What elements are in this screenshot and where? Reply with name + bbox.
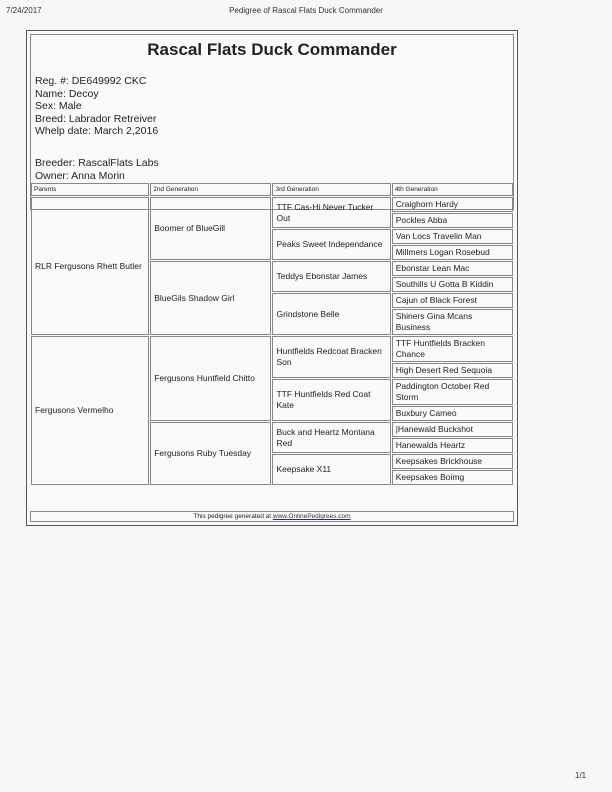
parent-sire: RLR Fergusons Rhett Butler (31, 197, 149, 335)
gen4-ancestor: Southills U Gotta B Kiddin (392, 277, 513, 292)
print-header-title: Pedigree of Rascal Flats Duck Commander (229, 6, 383, 15)
pedigree-document (26, 30, 518, 526)
gen3-ancestor: Peaks Sweet Independance (272, 229, 390, 260)
pedigree-table (30, 182, 514, 486)
gen4-ancestor: Keepsakes Boimg (392, 470, 513, 485)
page-number: 1/1 (575, 771, 587, 780)
breeder: Breeder: RascalFlats Labs (35, 157, 159, 169)
gen4-ancestor: Cajun of Black Forest (392, 293, 513, 308)
gen3-ancestor: Buck and Heartz Montana Red (272, 422, 390, 453)
table-row (31, 336, 513, 362)
header-4th-generation: 4th Generation (392, 183, 513, 196)
dog-sex: Sex: Male (35, 100, 82, 112)
gen4-ancestor: Shiners Gina Mcans Business (392, 309, 513, 335)
gen3-ancestor: TTF Cas-Hi Never Tucker Out (272, 197, 390, 228)
gen4-ancestor: Paddington October Red Storm (392, 379, 513, 405)
gen4-ancestor: High Desert Red Sequoia (392, 363, 513, 378)
gen4-ancestor: Buxbury Cameo (392, 406, 513, 421)
parent-dam: Fergusons Vermelho (31, 336, 149, 485)
header-parents: Parents (31, 183, 149, 196)
gen3-ancestor: Grindstone Belle (272, 293, 390, 335)
whelp-date: Whelp date: March 2,2016 (35, 125, 159, 137)
gen2-ancestor: Fergusons Ruby Tuesday (150, 422, 271, 485)
gen4-ancestor: TTF Huntfields Bracken Chance (392, 336, 513, 362)
footer-text: This pedigree generated at (193, 513, 272, 520)
ownership-details (35, 157, 159, 182)
table-row (31, 197, 513, 212)
gen2-ancestor: Fergusons Huntfield Chitto (150, 336, 271, 421)
gen2-ancestor: BlueGils Shadow Girl (150, 261, 271, 335)
registration-number: Reg. #: DE649992 CKC (35, 75, 147, 87)
gen4-ancestor: Ebonstar Lean Mac (392, 261, 513, 276)
gen4-ancestor: Craighorn Hardy (392, 197, 513, 212)
dog-breed: Breed: Labrador Retreiver (35, 112, 157, 125)
gen4-ancestor: Hanewalds Heartz (392, 438, 513, 453)
dog-name: Name: Decoy (35, 87, 99, 100)
footer-link[interactable]: www.OnlinePedigrees.com (272, 513, 351, 520)
gen3-ancestor: Teddys Ebonstar James (272, 261, 390, 292)
table-header-row (31, 183, 513, 196)
gen4-ancestor: Van Locs Travelin Man (392, 229, 513, 244)
dog-details (35, 75, 158, 138)
owner: Owner: Anna Morin (35, 169, 125, 182)
print-date: 7/24/2017 (6, 6, 42, 15)
gen3-ancestor: Keepsake X11 (272, 454, 390, 485)
gen3-ancestor: Huntfields Redcoat Bracken Son (272, 336, 390, 378)
gen2-ancestor: Boomer of BlueGill (150, 197, 271, 260)
pedigree-title: Rascal Flats Duck Commander (147, 40, 397, 59)
gen4-ancestor: |Hanewald Buckshot (392, 422, 513, 437)
gen4-ancestor: Keepsakes Brickhouse (392, 454, 513, 469)
pedigree-footer (30, 511, 514, 522)
gen4-ancestor: Millmers Logan Rosebud (392, 245, 513, 260)
header-2nd-generation: 2nd Generation (150, 183, 271, 196)
gen3-ancestor: TTF Huntfields Red Coat Kate (272, 379, 390, 421)
header-3rd-generation: 3rd Generation (272, 183, 390, 196)
gen4-ancestor: Pockles Abba (392, 213, 513, 228)
